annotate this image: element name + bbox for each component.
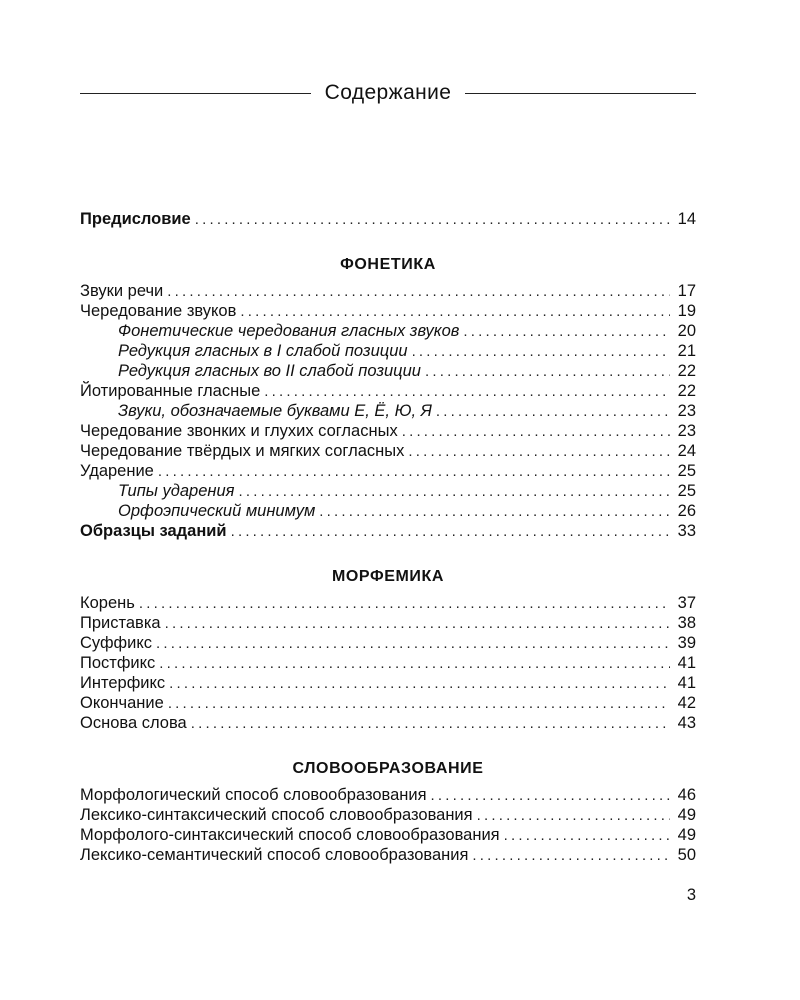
toc-entry[interactable] [80,281,696,301]
toc-entry-label: Лексико-синтаксический способ словообразования [80,806,473,824]
toc-entry[interactable] [80,441,696,461]
toc-entry-page: 49 [677,826,696,844]
toc-entry[interactable] [80,593,696,613]
dot-leader [319,502,670,522]
toc-entry-page: 14 [677,210,696,228]
dot-leader [463,322,670,342]
toc-entry-preface[interactable] [80,209,696,229]
dot-leader [195,210,670,230]
toc-entry[interactable] [80,785,696,805]
toc-entry-label: Образцы заданий [80,522,227,540]
toc-entry-page: 41 [677,654,696,672]
toc-entry[interactable] [80,673,696,693]
toc-entry-label: Постфикс [80,654,156,672]
dot-leader [425,362,670,382]
toc-entry-label: Редукция гласных в I слабой позиции [118,342,408,360]
section-title-word-formation: СЛОВООБРАЗОВАНИЕ [292,760,484,777]
toc-entry-label: Интерфикс [80,674,166,692]
toc-entry-label: Чередование твёрдых и мягких согласных [80,442,405,460]
toc-entry[interactable] [80,693,696,713]
toc-entry-label: Фонетические чередования гласных звуков [118,322,460,340]
toc-entry-sample-tasks[interactable] [80,521,696,541]
toc-entry-page: 25 [677,482,696,500]
toc-entry[interactable] [80,461,696,481]
table-of-contents [80,209,696,865]
toc-entry[interactable] [80,713,696,733]
toc-entry-page: 43 [677,714,696,732]
dot-leader [191,714,670,734]
toc-entry-page: 46 [677,786,696,804]
toc-entry-page: 23 [677,402,696,420]
toc-subentry[interactable] [80,321,696,341]
toc-subentry[interactable] [80,361,696,381]
page-header [80,78,696,108]
toc-entry[interactable] [80,825,696,845]
toc-entry-label: Предисловие [80,210,191,228]
toc-entry-page: 17 [677,282,696,300]
toc-entry-page: 21 [677,342,696,360]
toc-entry-page: 19 [677,302,696,320]
toc-entry[interactable] [80,653,696,673]
toc-entry-page: 39 [677,634,696,652]
dot-leader [477,806,670,826]
section-title-morphemics: МОРФЕМИКА [331,568,445,585]
dot-leader [504,826,670,846]
toc-entry-page: 22 [677,382,696,400]
dot-leader [231,522,670,542]
dot-leader [167,282,670,302]
toc-entry-label: Окончание [80,694,164,712]
toc-subentry[interactable] [80,481,696,501]
dot-leader [168,694,670,714]
toc-entry-label: Звуки, обозначаемые буквами Е, Ё, Ю, Я [118,402,432,420]
toc-subentry[interactable] [80,341,696,361]
toc-entry[interactable] [80,301,696,321]
dot-leader [436,402,670,422]
toc-subentry[interactable] [80,401,696,421]
dot-leader [238,482,670,502]
toc-entry-label: Типы ударения [118,482,235,500]
page-title: Содержание [324,81,452,104]
toc-entry[interactable] [80,421,696,441]
toc-entry-label: Основа слова [80,714,187,732]
page-number: 3 [686,886,696,904]
toc-entry-page: 25 [677,462,696,480]
dot-leader [264,382,670,402]
dot-leader [169,674,670,694]
toc-entry-label: Морфолого-синтаксический способ словообразования [80,826,500,844]
section-title-phonetics: ФОНЕТИКА [340,256,436,273]
dot-leader [156,634,670,654]
toc-subentry[interactable] [80,501,696,521]
toc-entry-page: 42 [677,694,696,712]
toc-entry-page: 50 [677,846,696,864]
toc-entry-label: Корень [80,594,135,612]
toc-entry-label: Орфоэпический минимум [118,502,316,520]
dot-leader [139,594,670,614]
toc-entry-label: Лексико-семантический способ словообразования [80,846,469,864]
toc-entry[interactable] [80,845,696,865]
toc-entry-page: 22 [677,362,696,380]
toc-entry[interactable] [80,805,696,825]
toc-entry-label: Морфологический способ словообразования [80,786,427,804]
dot-leader [412,342,670,362]
toc-entry-page: 38 [677,614,696,632]
toc-entry-page: 41 [677,674,696,692]
toc-entry-page: 26 [677,502,696,520]
dot-leader [472,846,670,866]
toc-entry[interactable] [80,613,696,633]
toc-entry-label: Звуки речи [80,282,164,300]
toc-entry-page: 20 [677,322,696,340]
toc-entry[interactable] [80,633,696,653]
dot-leader [431,786,670,806]
toc-entry-label: Суффикс [80,634,153,652]
toc-entry-label: Редукция гласных во II слабой позиции [118,362,421,380]
toc-entry-label: Йотированные гласные [80,382,261,400]
dot-leader [159,654,670,674]
toc-entry-page: 33 [677,522,696,540]
dot-leader [158,462,670,482]
header-rule-right [465,93,696,94]
dot-leader [402,422,670,442]
toc-entry-page: 37 [677,594,696,612]
toc-entry-label: Чередование звонких и глухих согласных [80,422,398,440]
header-rule-left [80,93,311,94]
toc-entry-label: Ударение [80,462,154,480]
dot-leader [165,614,670,634]
toc-entry-page: 49 [677,806,696,824]
toc-entry-label: Приставка [80,614,161,632]
dot-leader [408,442,670,462]
toc-entry[interactable] [80,381,696,401]
dot-leader [240,302,670,322]
toc-entry-page: 23 [677,422,696,440]
toc-entry-label: Чередование звуков [80,302,237,320]
toc-entry-page: 24 [677,442,696,460]
